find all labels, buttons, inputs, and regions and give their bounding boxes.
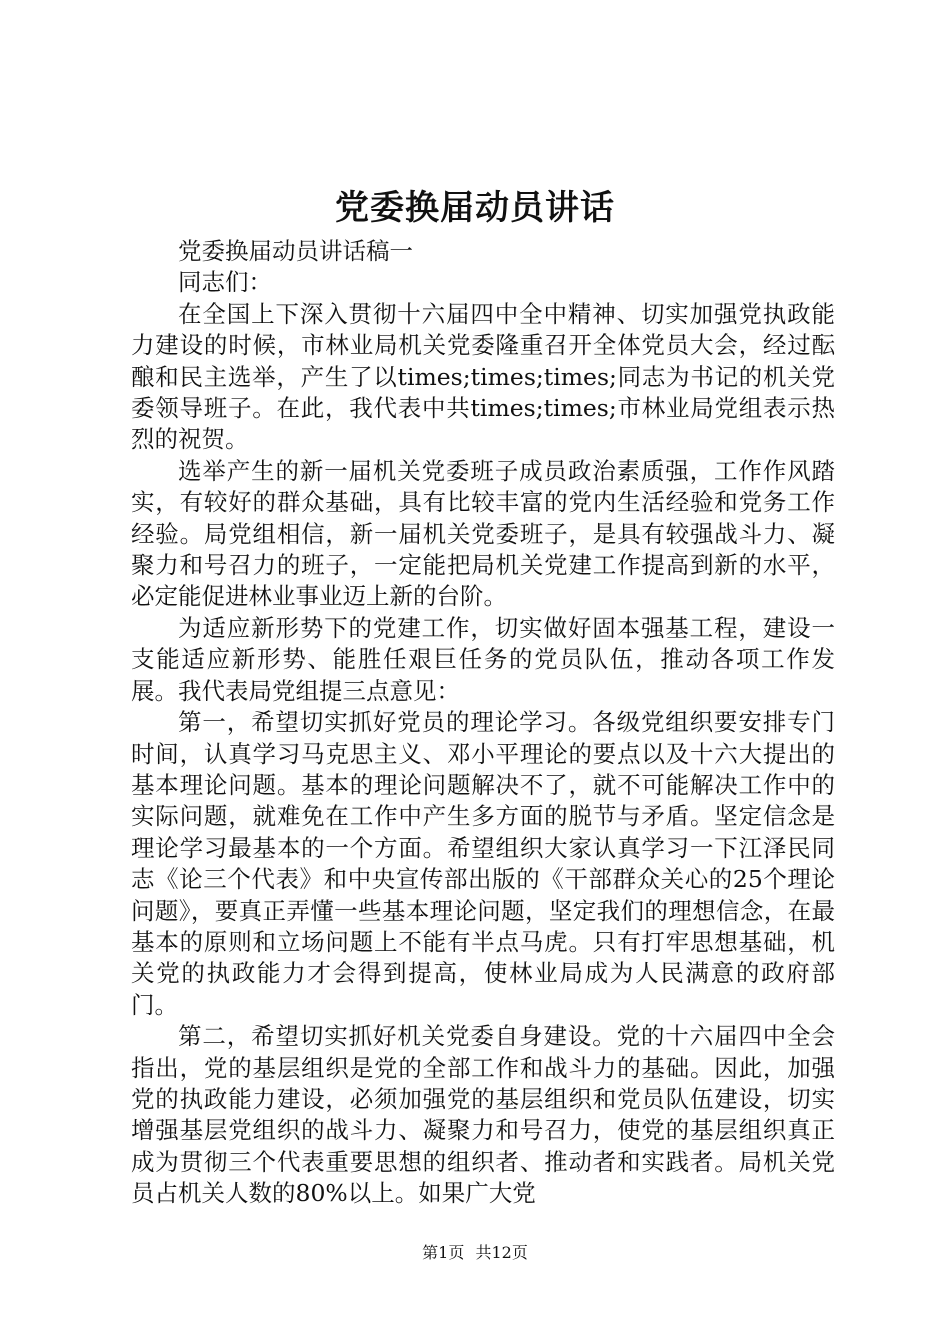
page-number: 第1页 <box>422 1243 465 1262</box>
document-title: 党委换届动员讲话 <box>335 188 615 228</box>
page-total: 共12页 <box>475 1243 528 1262</box>
subtitle-paragraph: 党委换届动员讲话稿一 <box>178 237 413 265</box>
document-body <box>131 236 835 1210</box>
body-paragraph: 第二，希望切实抓好机关党委自身建设。党的十六届四中全会指出，党的基层组织是党的全部工作和战斗力的基础。因此，加强党的执政能力建设，必须加强党的基层组织和党员队伍建设，切实增强基层党组织的战斗力、凝聚力和号召力，使党的基层组织真正成为贯彻三个代表重要思想的组织者、推动者和实践者。局机关党员占机关人数的80%以上。如果广大党 <box>131 1022 835 1208</box>
page-footer <box>0 1242 950 1264</box>
body-paragraph: 选举产生的新一届机关党委班子成员政治素质强，工作作风踏实，有较好的群众基础，具有比较丰富的党内生活经验和党务工作经验。局党组相信，新一届机关党委班子，是具有较强战斗力、凝聚力和号召力的班子，一定能把局机关党建工作提高到新的水平，必定能促进林业事业迈上新的台阶。 <box>131 456 835 611</box>
body-paragraph: 为适应新形势下的党建工作，切实做好固本强基工程，建设一支能适应新形势、能胜任艰巨任务的党员队伍，推动各项工作发展。我代表局党组提三点意见： <box>131 613 835 705</box>
salutation-paragraph: 同志们： <box>178 268 272 297</box>
body-paragraph: 第一，希望切实抓好党员的理论学习。各级党组织要安排专门时间，认真学习马克思主义、邓小平理论的要点以及十六大提出的基本理论问题。基本的理论问题解决不了，就不可能解决工作中的实际问题，就难免在工作中产生多方面的脱节与矛盾。坚定信念是理论学习最基本的一个方面。希望组织大家认真学习一下江泽民同志《论三个代表》和中央宣传部出版的《干部群众关心的25个理论问题》，要真正弄懂一些基本理论问题，坚定我们的理想信念，在最基本的原则和立场问题上不能有半点马虎。只有打牢思想基础，机关党的执政能力才会得到提高，使林业局成为人民满意的政府部门。 <box>131 708 835 1019</box>
body-paragraph: 在全国上下深入贯彻十六届四中全中精神、切实加强党执政能力建设的时候，市林业局机关党委隆重召开全体党员大会，经过酝酿和民主选举，产生了以times;times;times;同志为书记的机关党委领导班子。在此，我代表中共times;times;市林业局党组表示热烈的祝贺。 <box>131 299 835 454</box>
